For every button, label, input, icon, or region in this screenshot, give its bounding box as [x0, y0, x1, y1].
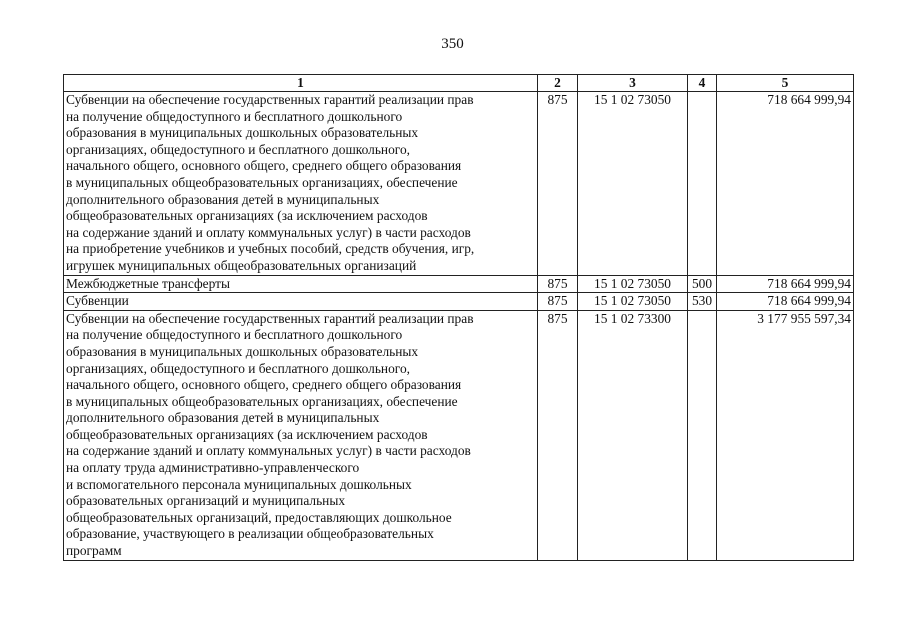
page-number: 350	[441, 36, 464, 52]
header-col-5: 5	[717, 75, 854, 92]
row-kbk: 15 1 02 73050	[578, 275, 688, 293]
row-vr: 500	[688, 275, 717, 293]
row-vr	[688, 92, 717, 276]
row-name: Межбюджетные трансферты	[64, 275, 538, 293]
header-col-1: 1	[64, 75, 538, 92]
table-header-row	[64, 75, 854, 92]
row-kbk: 15 1 02 73300	[578, 310, 688, 560]
row-code: 875	[538, 275, 578, 293]
table-row	[64, 92, 854, 276]
row-amount: 718 664 999,94	[717, 92, 854, 276]
row-kbk: 15 1 02 73050	[578, 293, 688, 311]
row-amount: 718 664 999,94	[717, 293, 854, 311]
header-col-3: 3	[578, 75, 688, 92]
table-row	[64, 310, 854, 560]
row-amount: 3 177 955 597,34	[717, 310, 854, 560]
row-code: 875	[538, 293, 578, 311]
header-col-4: 4	[688, 75, 717, 92]
row-code: 875	[538, 92, 578, 276]
table-row	[64, 275, 854, 293]
row-vr: 530	[688, 293, 717, 311]
row-vr	[688, 310, 717, 560]
row-amount: 718 664 999,94	[717, 275, 854, 293]
row-name: Субвенции на обеспечение государственных гарантий реализации прав на получение общедоступного и бесплатного дошкольного образования в муниципальных дошкольных образовательных организациях, общедоступного и бесплатного дошкольного, начального общего, основного общего, среднего общего образования в муниципальных общеобразовательных организациях, обеспечение дополнительного образования детей в муниципальных общеобразовательных организациях (за исключением расходов на содержание зданий и оплату коммунальных услуг) в части расходов на оплату труда административно-управленческого и вспомогательного персонала муниципальных дошкольных образовательных организаций и муниципальных общеобразовательных организаций, предоставляющих дошкольное образование, участвующего в реализации общеобразовательных программ	[64, 310, 538, 560]
row-name: Субвенции на обеспечение государственных гарантий реализации прав на получение общедоступного и бесплатного дошкольного образования в муниципальных дошкольных образовательных организациях, общедоступного и бесплатного дошкольного, начального общего, основного общего, среднего общего образования в муниципальных общеобразовательных организациях, обеспечение дополнительного образования детей в муниципальных общеобразовательных организациях (за исключением расходов на содержание зданий и оплату коммунальных услуг) в части расходов на приобретение учебников и учебных пособий, средств обучения, игр, игрушек муниципальных общеобразовательных организаций	[64, 92, 538, 276]
budget-table	[63, 74, 854, 561]
header-col-2: 2	[538, 75, 578, 92]
table-row	[64, 293, 854, 311]
row-code: 875	[538, 310, 578, 560]
row-kbk: 15 1 02 73050	[578, 92, 688, 276]
row-name: Субвенции	[64, 293, 538, 311]
